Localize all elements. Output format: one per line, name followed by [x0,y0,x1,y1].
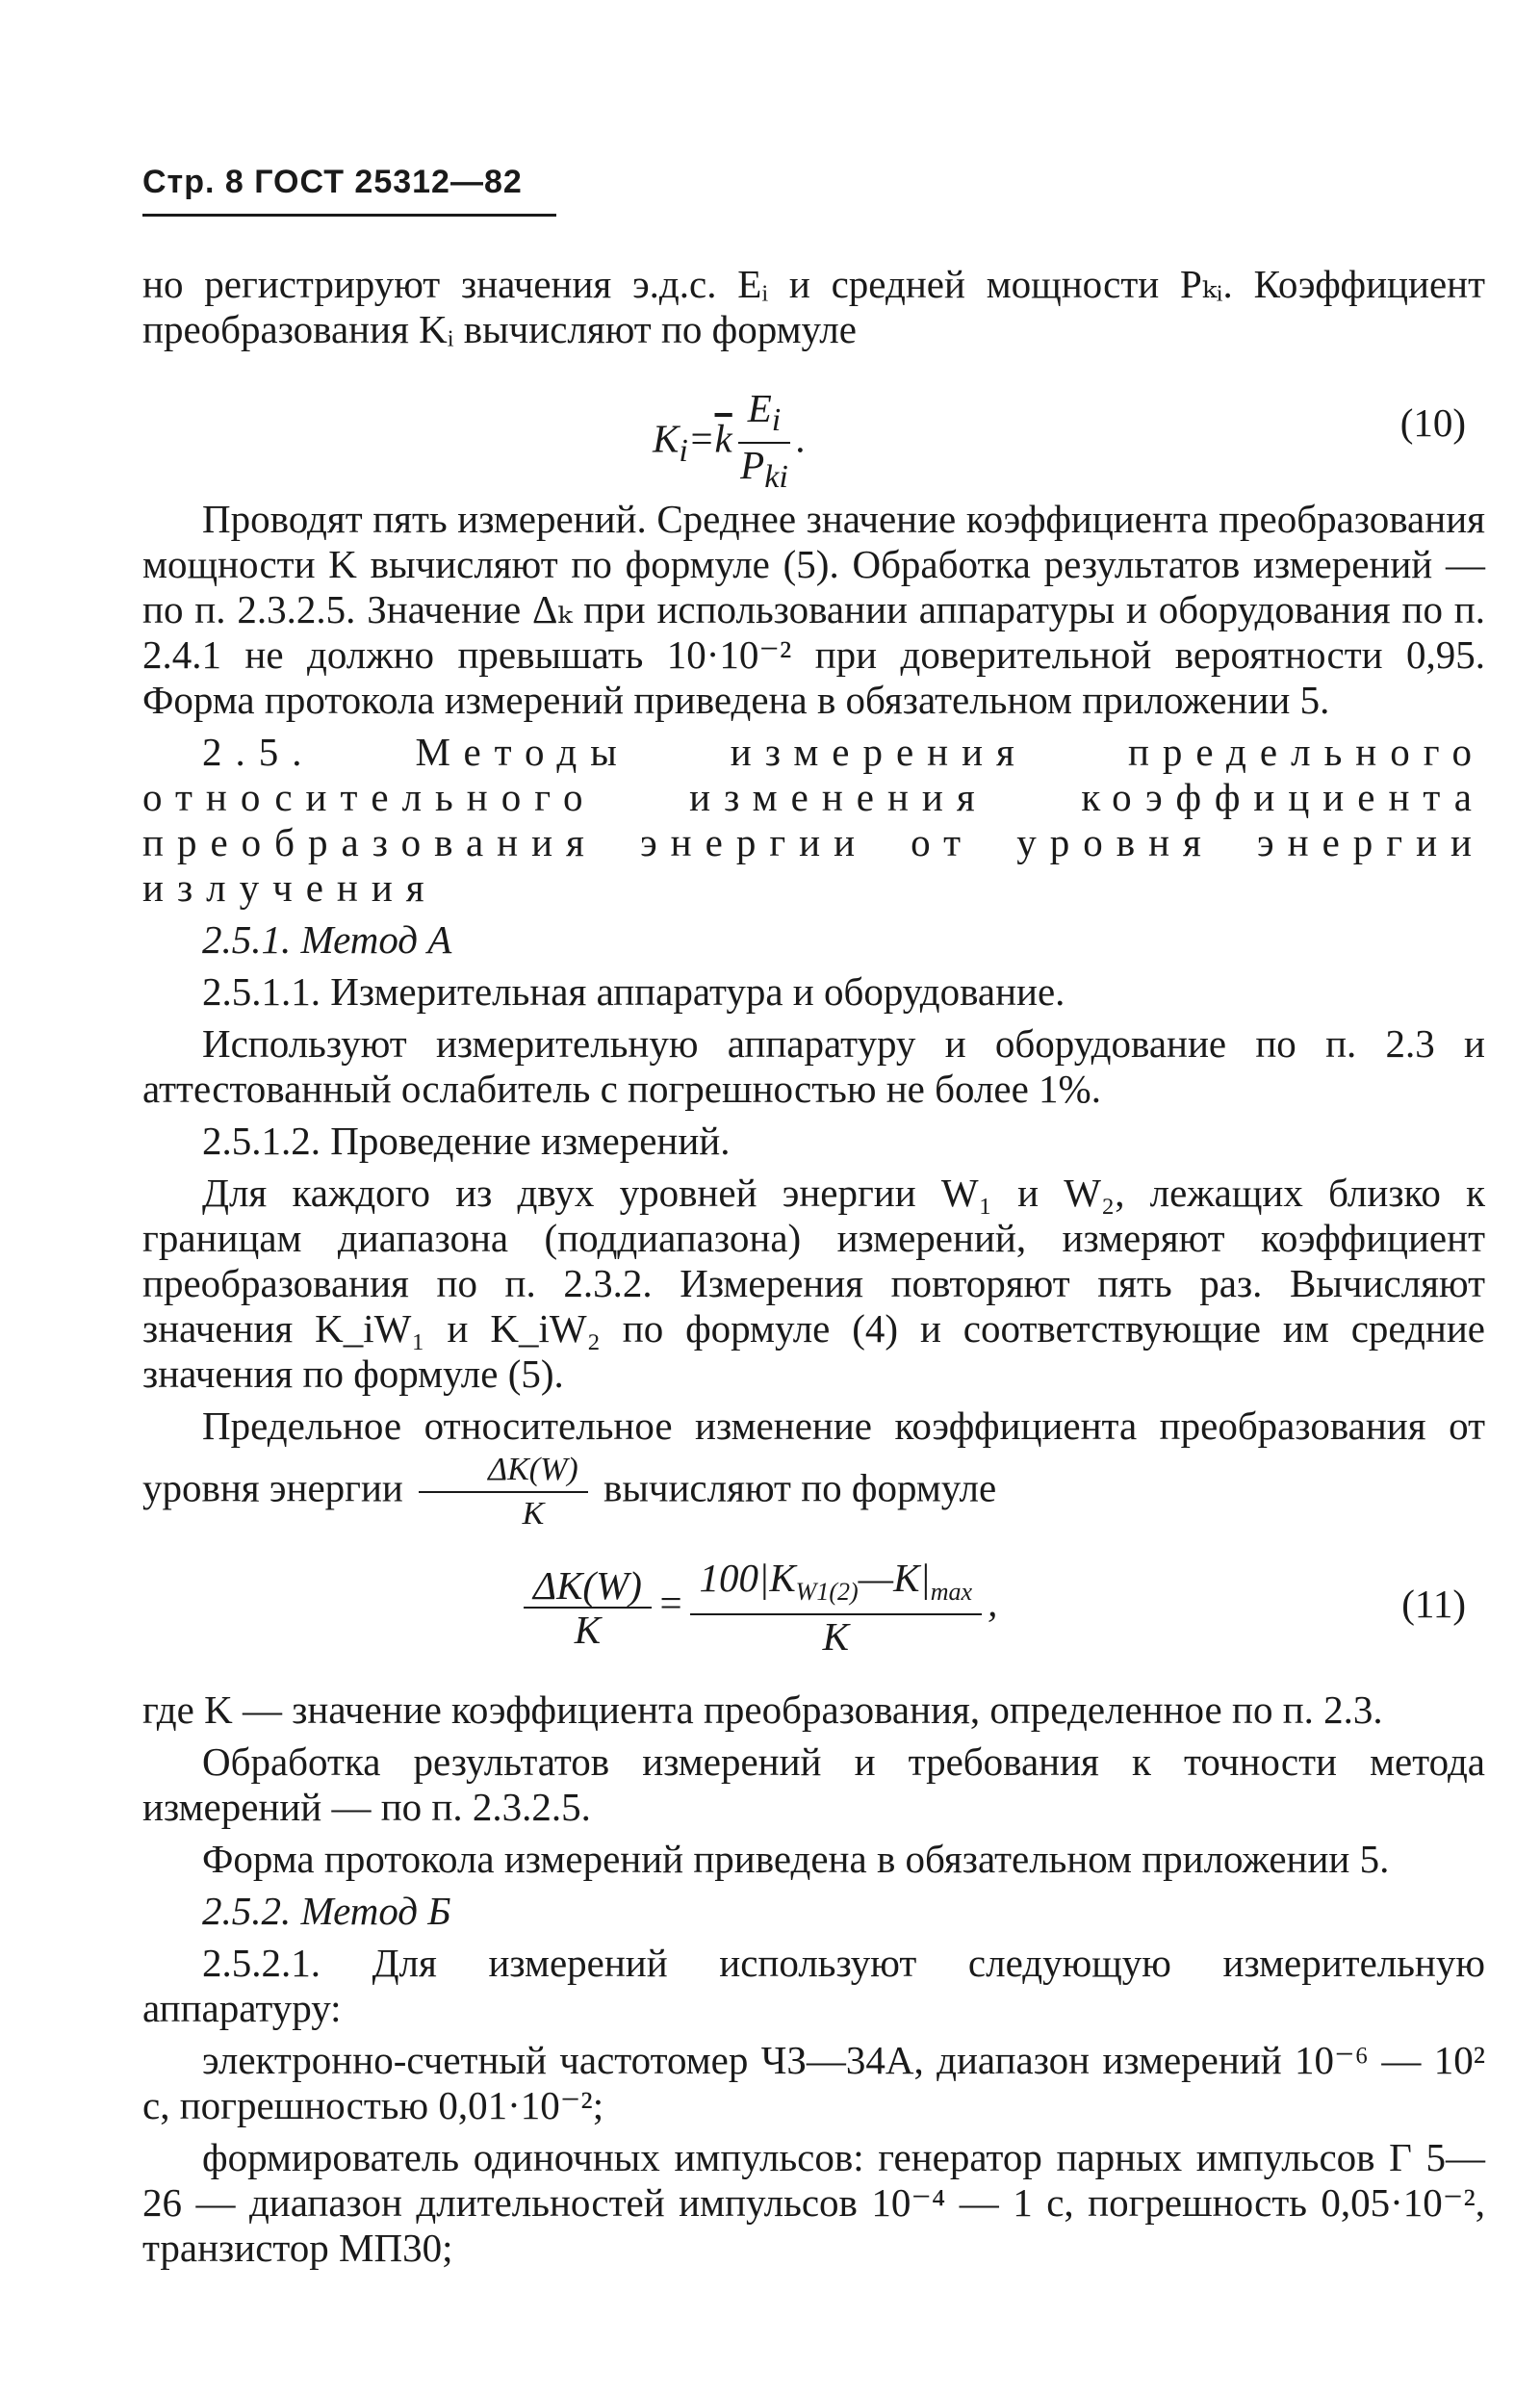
formula-10-equals: = [687,416,715,461]
list-item-frequency-meter: электронно-счетный частотомер ЧЗ—34А, диапазон измерений 10⁻⁶ — 10² с, погрешностью 0,01·10⁻²; [142,2038,1485,2127]
formula-11-expression [518,1557,997,1658]
paragraph-measurements: Проводят пять измерений. Среднее значение коэффициента преобразования мощности K вычисляют по формуле (5). Обработка результатов измерений — по п. 2.3.2.5. Значение Δₖ при использовании аппаратуры и оборудования по п. 2.4.1 не должно превышать 10·10⁻² при доверительной вероятности 0,95. Форма протокола измерений приведена в обязательном приложении 5. [142,497,1485,722]
formula-11-rhs-num-max: max [930,1578,973,1607]
paragraph-intro: но регистрируют значения э.д.с. Eᵢ и средней мощности Pₖᵢ. Коэффициент преобразования Kᵢ вычисляют по формуле [142,262,1485,351]
section-2-5-2-1: 2.5.2.1. Для измерений используют следующую измерительную аппаратуру: [142,1941,1485,2030]
paragraph-procedure: Для каждого из двух уровней энергии W₁ и W₂, лежащих близко к границам диапазона (поддиапазона) измерений, измеряют коэффициент преобразования по п. 2.3.2. Измерения повторяют пять раз. Вычисляют значения K_iW₁ и K_iW₂ по формуле (4) и соответствующие им средние значения по формуле (5). [142,1171,1485,1396]
formula-10-den: P [740,443,765,488]
section-2-5-1-title: 2.5.1. Метод А [202,917,452,962]
paragraph-where: где K — значение коэффициента преобразования, определенное по п. 2.3. [142,1687,1383,1732]
paragraph-equipment: Используют измерительную аппаратуру и оборудование по п. 2.3 и аттестованный ослабитель с погрешностью не более 1%. [142,1021,1485,1111]
section-2-5-1-2: 2.5.1.2. Проведение измерений. [202,1119,731,1163]
paragraph-limit-change [142,1404,1485,1535]
formula-11 [142,1549,1485,1670]
formula-11-equals: = [656,1581,684,1625]
formula-11-rhs-num-tail: —K| [858,1556,931,1600]
formula-11-rhs-num: 100|K [699,1556,796,1600]
paragraph-limit-change-end: вычисляют по формуле [603,1465,997,1510]
page-header: Стр. 8 ГОСТ 25312—82 [142,164,523,200]
formula-11-lhs-num: ΔK(W) [524,1564,652,1609]
formula-10-num-sub: i [771,402,782,439]
formula-10-fraction [738,387,791,499]
section-2-5-title: 2.5. Методы измерения предельного относительного изменения коэффициента преобразования энергии от уровня энергии излучения [142,730,1485,910]
formula-10-end: . [796,416,807,461]
formula-10-num: E [747,386,772,430]
list-item-pulse-former: формирователь одиночных импульсов: генератор парных импульсов Г 5—26 — диапазон длительностей импульсов 10⁻⁴ — 1 с, погрешность 0,05·10⁻², транзистор МП30; [142,2135,1485,2270]
paragraph-protocol: Форма протокола измерений приведена в обязательном приложении 5. [202,1837,1390,1881]
header-rule [142,214,556,217]
formula-11-rhs-den: K [822,1614,849,1660]
formula-10-den-sub: ki [764,459,788,496]
formula-11-lhs-den: K [574,1607,602,1652]
inline-fraction-den: K [522,1496,545,1532]
document-body [142,262,1485,2278]
section-2-5-2-title: 2.5.2. Метод Б [202,1889,451,1933]
inline-fraction [419,1449,588,1535]
formula-11-number: (11) [1401,1582,1466,1626]
formula-10-number: (10) [1399,400,1466,445]
formula-10-lhs: K [653,416,680,461]
formula-11-rhs-num-sub: W1(2) [795,1578,859,1607]
formula-11-lhs-fraction [524,1564,652,1651]
formula-11-end: , [988,1581,998,1625]
paragraph-limit-change-start: Предельное относительное изменение коэффициента преобразования от уровня энергии [142,1404,1485,1510]
formula-11-rhs-fraction [690,1557,983,1658]
formula-10 [142,366,1485,496]
formula-10-expression [653,387,807,499]
section-2-5-1-1: 2.5.1.1. Измерительная аппаратура и оборудование. [202,969,1065,1014]
paragraph-processing: Обработка результатов измерений и требования к точности метода измерений — по п. 2.3.2.5. [142,1739,1485,1829]
formula-10-lhs-sub: i [679,432,688,469]
inline-fraction-num: ΔK(W) [419,1449,588,1493]
formula-10-coef: $\overline{k}$ [714,416,732,461]
